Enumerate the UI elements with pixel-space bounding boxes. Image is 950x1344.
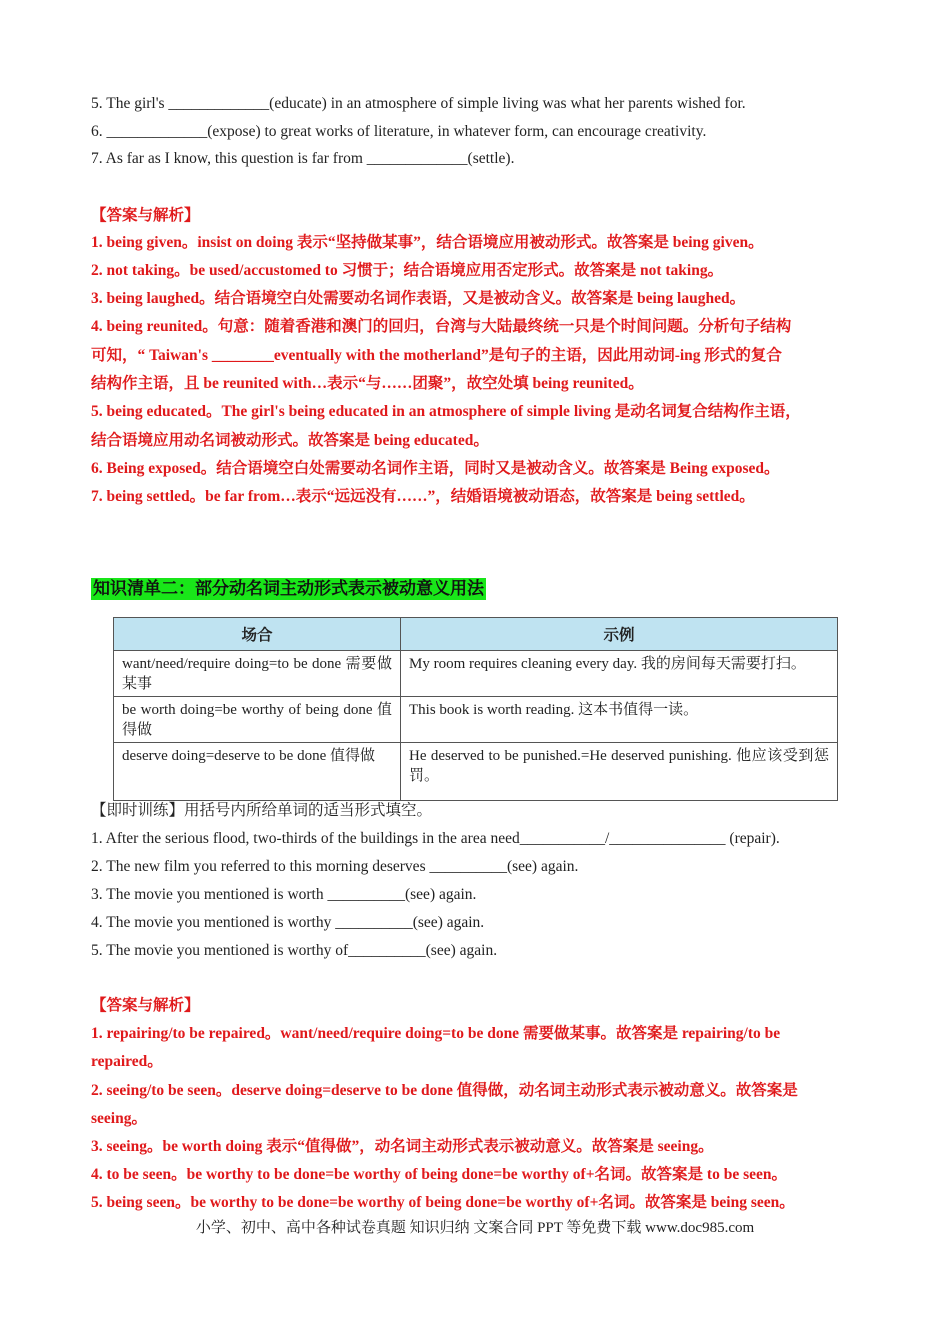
answer-line: 1. being given。insist on doing 表示“坚持做某事”，结合语境应用被动形式。故答案是 being given。 [91, 234, 764, 251]
answer-line: 5. being educated。The girl's being educated in an atmosphere of simple living 是动名词复合结构作主语， [91, 403, 801, 420]
answer-heading: 【答案与解析】 [91, 207, 200, 224]
table-header-cell: 场合 [114, 618, 401, 651]
answer-line: 1. repairing/to be repaired。want/need/require doing=to be done 需要做某事。故答案是 repairing/to be [91, 1025, 781, 1042]
answer-heading: 【答案与解析】 [91, 997, 200, 1014]
exercise-line: 1. After the serious flood, two-thirds of the buildings in the area need___________/_______________ (repair). [91, 830, 780, 847]
answer-line: 2. not taking。be used/accustomed to 习惯于；结合语境应用否定形式。故答案是 not taking。 [91, 262, 724, 279]
answer-line: 4. to be seen。be worthy to be done=be worthy of being done=be worthy of+名词。故答案是 to be seen。 [91, 1166, 787, 1183]
answer-line: 2. seeing/to be seen。deserve doing=deserve to be done 值得做，动名词主动形式表示被动意义。故答案是 [91, 1082, 798, 1099]
answer-line: 4. being reunited。句意：随着香港和澳门的回归，台湾与大陆最终统一只是个时间问题。分析句子结构 [91, 318, 792, 335]
exercise-line: 6. _____________(expose) to great works of literature, in whatever form, can encourage creativity. [91, 123, 707, 140]
exercise-line: 4. The movie you mentioned is worthy __________(see) again. [91, 914, 485, 931]
table-header-row [114, 618, 838, 651]
answer-line: 3. being laughed。结合语境空白处需要动名词作表语，又是被动含义。故答案是 being laughed。 [91, 290, 746, 307]
table-header-cell: 示例 [401, 618, 838, 651]
answer-line: repaired。 [91, 1053, 163, 1070]
section-title: 知识清单二：部分动名词主动形式表示被动意义用法 [93, 579, 484, 599]
table-cell: He deserved to be punished.=He deserved punishing. 他应该受到惩罚。 [401, 743, 838, 801]
answer-line: 结合语境应用动名词被动形式。故答案是 being educated。 [91, 432, 489, 449]
table-cell: This book is worth reading. 这本书值得一读。 [401, 697, 838, 743]
table-cell: be worth doing=be worthy of being done 值得做 [114, 697, 401, 743]
exercise-line: 3. The movie you mentioned is worth __________(see) again. [91, 886, 477, 903]
answer-line: 3. seeing。be worth doing 表示“值得做”，动名词主动形式表示被动意义。故答案是 seeing。 [91, 1138, 714, 1155]
table-cell: want/need/require doing=to be done 需要做某事 [114, 651, 401, 697]
exercise-line: 5. The girl's _____________(educate) in an atmosphere of simple living was what her parents wished for. [91, 95, 746, 112]
answer-line: 7. being settled。be far from…表示“远远没有……”，结婚语境被动语态，故答案是 being settled。 [91, 488, 755, 505]
knowledge-table [113, 617, 838, 801]
answer-line: 5. being seen。be worthy to be done=be worthy of being done=be worthy of+名词。故答案是 being seen。 [91, 1194, 795, 1211]
answer-line: 6. Being exposed。结合语境空白处需要动名词作主语，同时又是被动含义。故答案是 Being exposed。 [91, 460, 780, 477]
answer-line: 可知，“ Taiwan's ________eventually with the motherland”是句子的主语，因此用动词-ing 形式的复合 [91, 347, 782, 364]
table-row [114, 651, 838, 697]
table-cell: My room requires cleaning every day. 我的房间每天需要打扫。 [401, 651, 838, 697]
exercise-line: 2. The new film you referred to this morning deserves __________(see) again. [91, 858, 579, 875]
exercise-line: 5. The movie you mentioned is worthy of__________(see) again. [91, 942, 498, 959]
page-footer: 小学、初中、高中各种试卷真题 知识归纳 文案合同 PPT 等免费下载 www.doc985.com [195, 1220, 755, 1236]
answer-line: 结构作主语，且 be reunited with…表示“与……团聚”，故空处填 being reunited。 [91, 375, 644, 392]
table-row [114, 743, 838, 801]
table-row [114, 697, 838, 743]
answer-line: seeing。 [91, 1110, 147, 1127]
table-cell: deserve doing=deserve to be done 值得做 [114, 743, 401, 801]
training-heading: 【即时训练】用括号内所给单词的适当形式填空。 [91, 802, 433, 819]
exercise-line: 7. As far as I know, this question is far from _____________(settle). [91, 150, 515, 167]
